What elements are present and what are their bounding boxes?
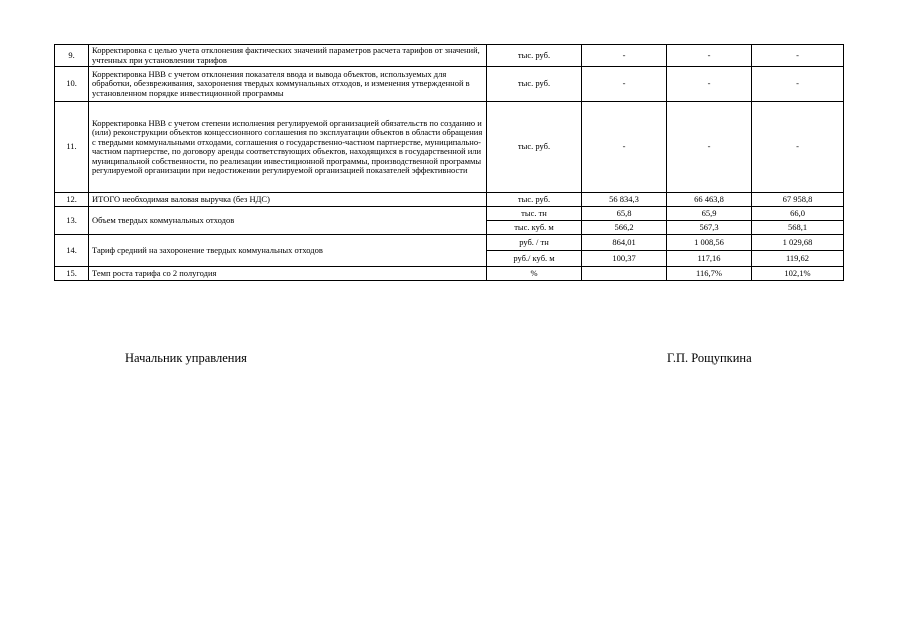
row-value-2: 117,16 [667, 251, 752, 267]
row-description: Темп роста тарифа со 2 полугодия [89, 267, 487, 281]
signature-name: Г.П. Рощупкина [667, 351, 752, 365]
row-number: 10. [55, 67, 89, 102]
row-unit: % [487, 267, 582, 281]
row-value-3: 102,1% [752, 267, 844, 281]
row-value-1: 566,2 [582, 221, 667, 235]
row-value-2: 66 463,8 [667, 193, 752, 207]
signature-position: Начальник управления [125, 351, 247, 365]
tariff-table-body [55, 45, 844, 281]
row-value-1 [582, 267, 667, 281]
table-row [55, 207, 844, 221]
row-number: 13. [55, 207, 89, 235]
table-row [55, 193, 844, 207]
table-row [55, 45, 844, 67]
row-value-1: - [582, 67, 667, 102]
row-value-2: 1 008,56 [667, 235, 752, 251]
row-value-2: 116,7% [667, 267, 752, 281]
row-value-3: 119,62 [752, 251, 844, 267]
row-value-3: 568,1 [752, 221, 844, 235]
row-value-3: 67 958,8 [752, 193, 844, 207]
row-value-2: - [667, 102, 752, 193]
row-description: Корректировка НВВ с учетом отклонения показателя ввода и вывода объектов, используемых для обработки, обезвреживания, захоронения твердых коммунальных отходов, и изменения утвержденной в установленном порядке инвестиционной программы [89, 67, 487, 102]
row-unit: тыс. руб. [487, 193, 582, 207]
row-number: 14. [55, 235, 89, 267]
row-description: Объем твердых коммунальных отходов [89, 207, 487, 235]
row-unit: тыс. куб. м [487, 221, 582, 235]
row-value-1: - [582, 45, 667, 67]
row-number: 9. [55, 45, 89, 67]
row-value-1: 100,37 [582, 251, 667, 267]
row-unit: тыс. руб. [487, 102, 582, 193]
row-value-1: - [582, 102, 667, 193]
row-number: 15. [55, 267, 89, 281]
row-value-2: 65,9 [667, 207, 752, 221]
table-row [55, 102, 844, 193]
row-description: Корректировка НВВ с учетом степени исполнения регулируемой организацией обязательств по созданию и (или) реконструкции объектов концессионного соглашения по эксплуатации объектов в области обращения с твердыми коммунальными отходами, соглашения о государственно-частном партнерстве, муниципально-частном партнерстве, по договору аренды соответствующих объектов, находящихся в государственной или муниципальной собственности, по реализации инвестиционной программы, производственной программы регулируемой организации при недостижении регулируемой организацией показателей эффективности [89, 102, 487, 193]
row-value-3: - [752, 45, 844, 67]
row-value-3: 66,0 [752, 207, 844, 221]
table-row [55, 235, 844, 251]
tariff-table [54, 44, 844, 281]
row-value-1: 56 834,3 [582, 193, 667, 207]
row-number: 11. [55, 102, 89, 193]
row-value-2: 567,3 [667, 221, 752, 235]
row-number: 12. [55, 193, 89, 207]
row-unit: тыс. тн [487, 207, 582, 221]
row-value-3: - [752, 67, 844, 102]
row-value-1: 65,8 [582, 207, 667, 221]
row-description: ИТОГО необходимая валовая выручка (без НДС) [89, 193, 487, 207]
row-value-1: 864,01 [582, 235, 667, 251]
table-row [55, 267, 844, 281]
row-unit: тыс. руб. [487, 45, 582, 67]
row-unit: руб./ куб. м [487, 251, 582, 267]
row-value-3: 1 029,68 [752, 235, 844, 251]
row-description: Корректировка с целью учета отклонения фактических значений параметров расчета тарифов от значений, учтенных при установлении тарифов [89, 45, 487, 67]
row-value-2: - [667, 67, 752, 102]
row-value-3: - [752, 102, 844, 193]
row-unit: тыс. руб. [487, 67, 582, 102]
row-unit: руб. / тн [487, 235, 582, 251]
row-description: Тариф средний на захоронение твердых коммунальных отходов [89, 235, 487, 267]
table-row [55, 67, 844, 102]
row-value-2: - [667, 45, 752, 67]
